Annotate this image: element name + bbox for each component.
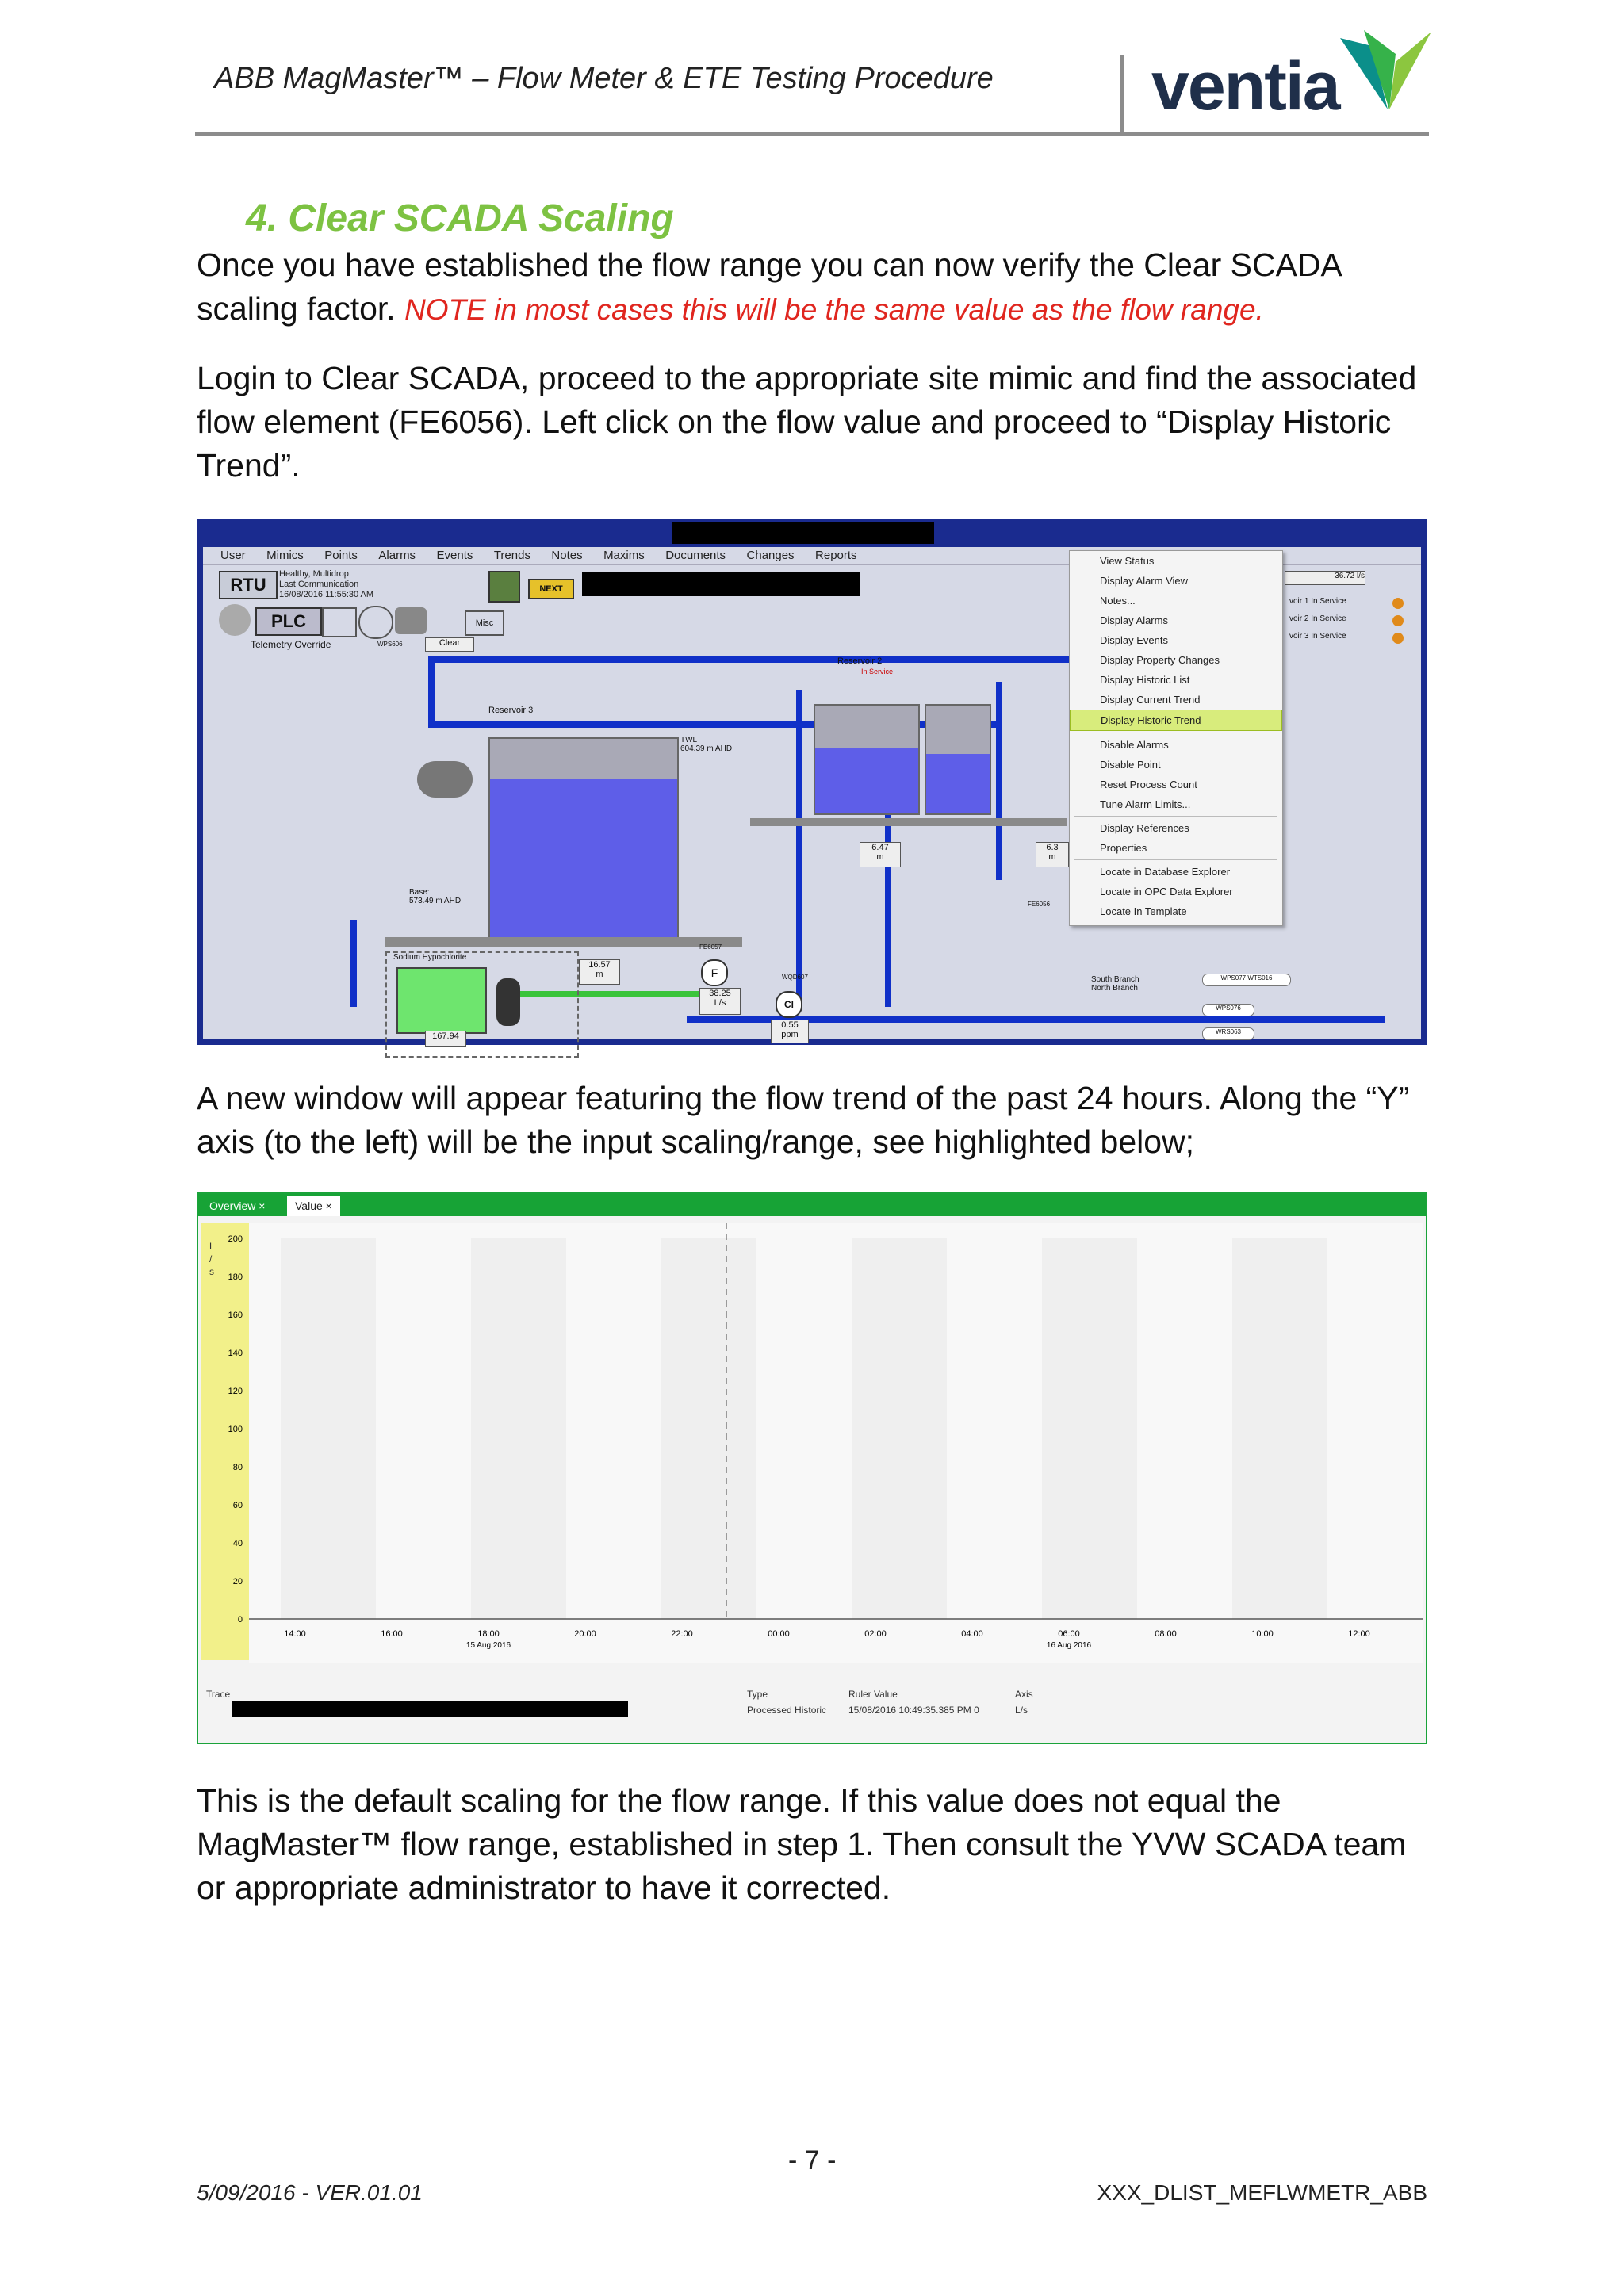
paragraph-default-scaling: This is the default scaling for the flow range. If this value does not equal the MagMaster™ flow range, established in step 1. Then consult the YVW SCADA team or appropriate administrator to have it corrected. <box>197 1782 1407 1906</box>
grid-band <box>281 1238 376 1619</box>
status-dot <box>1392 615 1404 626</box>
x-date-label: 16 Aug 2016 <box>1046 1641 1092 1650</box>
redaction-bar <box>672 522 934 544</box>
y-tick-label: 120 <box>228 1387 243 1396</box>
ctx-tune-alarm-limits[interactable]: Tune Alarm Limits... <box>1100 798 1191 810</box>
status-dot <box>1392 633 1404 644</box>
trend-tabbar <box>198 1194 1426 1216</box>
y-tick-label: 180 <box>228 1272 243 1282</box>
flow-meter-icon[interactable]: F <box>701 959 728 986</box>
tag-wps076: WPS076 <box>1202 1004 1254 1016</box>
redaction-bar <box>232 1701 628 1717</box>
ctx-display-historic-trend[interactable]: Display Historic Trend <box>1070 710 1282 731</box>
context-menu <box>1069 550 1283 926</box>
ruler-value: 15/08/2016 10:49:35.385 PM 0 <box>848 1705 979 1716</box>
reservoir-3-label: Reservoir 3 <box>488 706 534 715</box>
trend-plot-area <box>228 1223 1423 1663</box>
x-tick-label: 14:00 <box>284 1629 306 1639</box>
menu-maxims[interactable]: Maxims <box>603 549 645 562</box>
level-readout-1: 6.47 m <box>860 842 901 867</box>
x-tick-label: 20:00 <box>574 1629 596 1639</box>
cylinder-icon <box>395 607 427 634</box>
pipe <box>796 690 802 1007</box>
footer-doc-id: XXX_DLIST_MEFLWMETR_ABB <box>1097 2180 1427 2205</box>
tag-fe6056: FE6056 <box>1028 901 1051 908</box>
ctx-disable-point[interactable]: Disable Point <box>1100 759 1161 771</box>
ctx-display-historic-list[interactable]: Display Historic List <box>1100 674 1190 686</box>
menu-points[interactable]: Points <box>324 549 358 562</box>
axis-value: L/s <box>1015 1705 1028 1716</box>
ctx-properties[interactable]: Properties <box>1100 842 1147 854</box>
intro-line-2: scaling factor. <box>197 290 405 327</box>
flow-readout[interactable]: 38.25 L/s <box>699 988 741 1015</box>
reservoir-1-tank <box>925 704 991 815</box>
ctx-display-current-trend[interactable]: Display Current Trend <box>1100 694 1201 706</box>
telemetry-label: Telemetry Override <box>251 639 331 650</box>
reservoir-2-label: Reservoir 2 <box>837 656 883 666</box>
top-flow-readout: 36.72 l/s <box>1285 571 1365 585</box>
reservoir-3-level <box>490 779 677 937</box>
floor <box>750 818 1067 826</box>
x-tick-label: 16:00 <box>381 1629 403 1639</box>
reservoir-1-level <box>926 754 990 813</box>
ruler-header: Ruler Value <box>848 1689 898 1700</box>
grid-band <box>852 1238 947 1619</box>
dosing-pump-icon <box>496 978 520 1026</box>
y-axis-unit: L / s <box>209 1241 215 1277</box>
pipe <box>428 656 435 728</box>
page-number: - 7 - <box>788 2145 837 2175</box>
tag-wqd607: WQD607 <box>782 974 808 981</box>
tag-fe6057: FE6057 <box>699 943 722 951</box>
misc-button[interactable]: Misc <box>465 610 504 636</box>
tag-wps077: WPS077 WTS016 <box>1202 974 1291 986</box>
info-icon[interactable] <box>219 604 251 636</box>
ctx-display-alarm-view[interactable]: Display Alarm View <box>1100 575 1189 587</box>
historic-trend-screenshot <box>197 1192 1427 1744</box>
next-button[interactable]: NEXT <box>528 579 574 599</box>
ctx-locate-database-explorer[interactable]: Locate in Database Explorer <box>1100 866 1231 878</box>
rtu-button[interactable]: RTU <box>219 571 278 599</box>
document-title: ABB MagMaster™ – Flow Meter & ETE Testing Procedure <box>214 62 994 95</box>
grid-band <box>471 1238 566 1619</box>
x-tick-label: 08:00 <box>1155 1629 1177 1639</box>
sodium-readout: 167.94 <box>425 1031 466 1047</box>
tab-overview[interactable]: Overview × <box>209 1200 266 1212</box>
menu-documents[interactable]: Documents <box>665 549 726 562</box>
y-tick-label: 20 <box>232 1577 243 1586</box>
y-tick-label: 40 <box>232 1539 243 1548</box>
x-tick-label: 00:00 <box>768 1629 790 1639</box>
level-readout-2: 6.3 m <box>1036 842 1069 867</box>
type-value: Processed Historic <box>747 1705 827 1716</box>
intro-line-1: Once you have established the flow range you can now verify the Clear SCADA <box>197 247 1342 283</box>
ctx-locate-template[interactable]: Locate In Template <box>1100 905 1187 917</box>
status-dot <box>1392 598 1404 609</box>
menu-notes[interactable]: Notes <box>551 549 583 562</box>
menu-reports[interactable]: Reports <box>815 549 857 562</box>
menu-separator <box>1074 859 1277 860</box>
x-tick-label: 02:00 <box>864 1629 887 1639</box>
note-text: NOTE in most cases this will be the same value as the flow range. <box>404 293 1264 326</box>
ctx-display-alarms[interactable]: Display Alarms <box>1100 614 1168 626</box>
clear-button[interactable]: Clear <box>425 637 474 652</box>
x-tick-label: 04:00 <box>961 1629 983 1639</box>
pump-icon <box>417 761 473 798</box>
reservoir-2-level <box>815 748 918 813</box>
menu-separator <box>1074 816 1277 817</box>
ctx-reset-process-count[interactable]: Reset Process Count <box>1100 779 1197 790</box>
menu-trends[interactable]: Trends <box>493 549 530 562</box>
ctx-view-status[interactable]: View Status <box>1100 555 1155 567</box>
header-separator <box>1120 55 1124 133</box>
chlorine-readout: 0.55 ppm <box>771 1020 809 1043</box>
twl-label: TWL 604.39 m AHD <box>680 736 733 753</box>
menu-events[interactable]: Events <box>436 549 473 562</box>
menu-changes[interactable]: Changes <box>746 549 795 562</box>
tag-wrs063: WRS063 <box>1202 1027 1254 1040</box>
door-icon <box>322 607 357 637</box>
ctx-locate-opc-explorer[interactable]: Locate in OPC Data Explorer <box>1100 886 1233 897</box>
service-status-list: voir 1 In Service voir 2 In Service voir 3 In Service <box>1289 597 1346 641</box>
axis-header: Axis <box>1015 1689 1033 1700</box>
y-tick-label: 140 <box>228 1349 243 1358</box>
sodium-tank <box>396 967 487 1034</box>
pipe <box>350 920 357 1007</box>
x-tick-label: 10:00 <box>1251 1629 1274 1639</box>
x-tick-label: 06:00 <box>1058 1629 1080 1639</box>
tab-value[interactable]: Value × <box>287 1196 340 1216</box>
x-date-label: 15 Aug 2016 <box>465 1641 511 1650</box>
floor <box>385 937 742 947</box>
reservoir-2-tank <box>814 704 920 815</box>
y-tick-label: 60 <box>232 1501 243 1510</box>
paragraph-intro <box>197 243 1434 331</box>
ctx-display-property-changes[interactable]: Display Property Changes <box>1100 654 1220 666</box>
reservoir-3-tank <box>488 737 679 939</box>
in-service-text: In Service <box>861 668 894 675</box>
type-header: Type <box>747 1689 768 1700</box>
ctx-display-events[interactable]: Display Events <box>1100 634 1168 646</box>
menu-alarms[interactable]: Alarms <box>378 549 416 562</box>
ctx-disable-alarms[interactable]: Disable Alarms <box>1100 739 1169 751</box>
grid-band <box>1232 1238 1327 1619</box>
y-tick-label: 80 <box>232 1463 243 1472</box>
ctx-display-references[interactable]: Display References <box>1100 822 1189 834</box>
section-heading: 4. Clear SCADA Scaling <box>246 197 674 239</box>
footer-version: 5/09/2016 - VER.01.01 <box>197 2180 423 2205</box>
menu-user[interactable]: User <box>220 549 246 562</box>
ventia-logo-icon <box>1340 30 1435 117</box>
y-tick-label: 0 <box>237 1615 243 1624</box>
grid-band <box>661 1238 756 1619</box>
rtu-status: Healthy, Multidrop Last Communication 16/08/2016 11:55:30 AM <box>279 569 374 599</box>
paragraph-login: Login to Clear SCADA, proceed to the appropriate site mimic and find the associated flow element (FE6056). Left click on the flow value and proceed to “Display Historic Trend”. <box>197 360 1417 484</box>
grid-band <box>1042 1238 1137 1619</box>
scada-mimic-screenshot <box>197 519 1427 1045</box>
y-tick-label: 200 <box>228 1234 243 1244</box>
level-readout-3: 16.57 m <box>579 959 620 985</box>
trace-header: Trace <box>206 1689 231 1700</box>
base-label: Base: 573.49 m AHD <box>409 888 462 905</box>
y-tick-label: 160 <box>228 1311 243 1320</box>
y-tick-label: 100 <box>228 1425 243 1434</box>
y-axis-highlight <box>201 1223 249 1660</box>
ventia-logo-text: ventia <box>1151 48 1339 124</box>
status-icon <box>488 571 520 603</box>
ctx-notes[interactable]: Notes... <box>1100 595 1136 607</box>
paragraph-new-window: A new window will appear featuring the flow trend of the past 24 hours. Along the “Y” axis (to the left) will be the input scaling/range, see highlighted below; <box>197 1080 1410 1160</box>
redaction-bar <box>582 572 860 596</box>
pipe <box>996 682 1002 880</box>
tag-wps606: WPS606 <box>377 641 403 648</box>
chlorine-icon: Cl <box>776 991 802 1018</box>
header-rule <box>195 132 1429 136</box>
x-tick-label: 22:00 <box>671 1629 693 1639</box>
x-tick-label: 12:00 <box>1348 1629 1370 1639</box>
sodium-label: Sodium Hypochlorite <box>393 953 467 962</box>
branch-labels: South Branch North Branch <box>1091 975 1139 993</box>
plc-button[interactable]: PLC <box>255 607 322 636</box>
trend-chart <box>228 1223 1423 1663</box>
menu-mimics[interactable]: Mimics <box>266 549 304 562</box>
gauge-icon <box>358 606 393 639</box>
x-tick-label: 18:00 <box>477 1629 500 1639</box>
